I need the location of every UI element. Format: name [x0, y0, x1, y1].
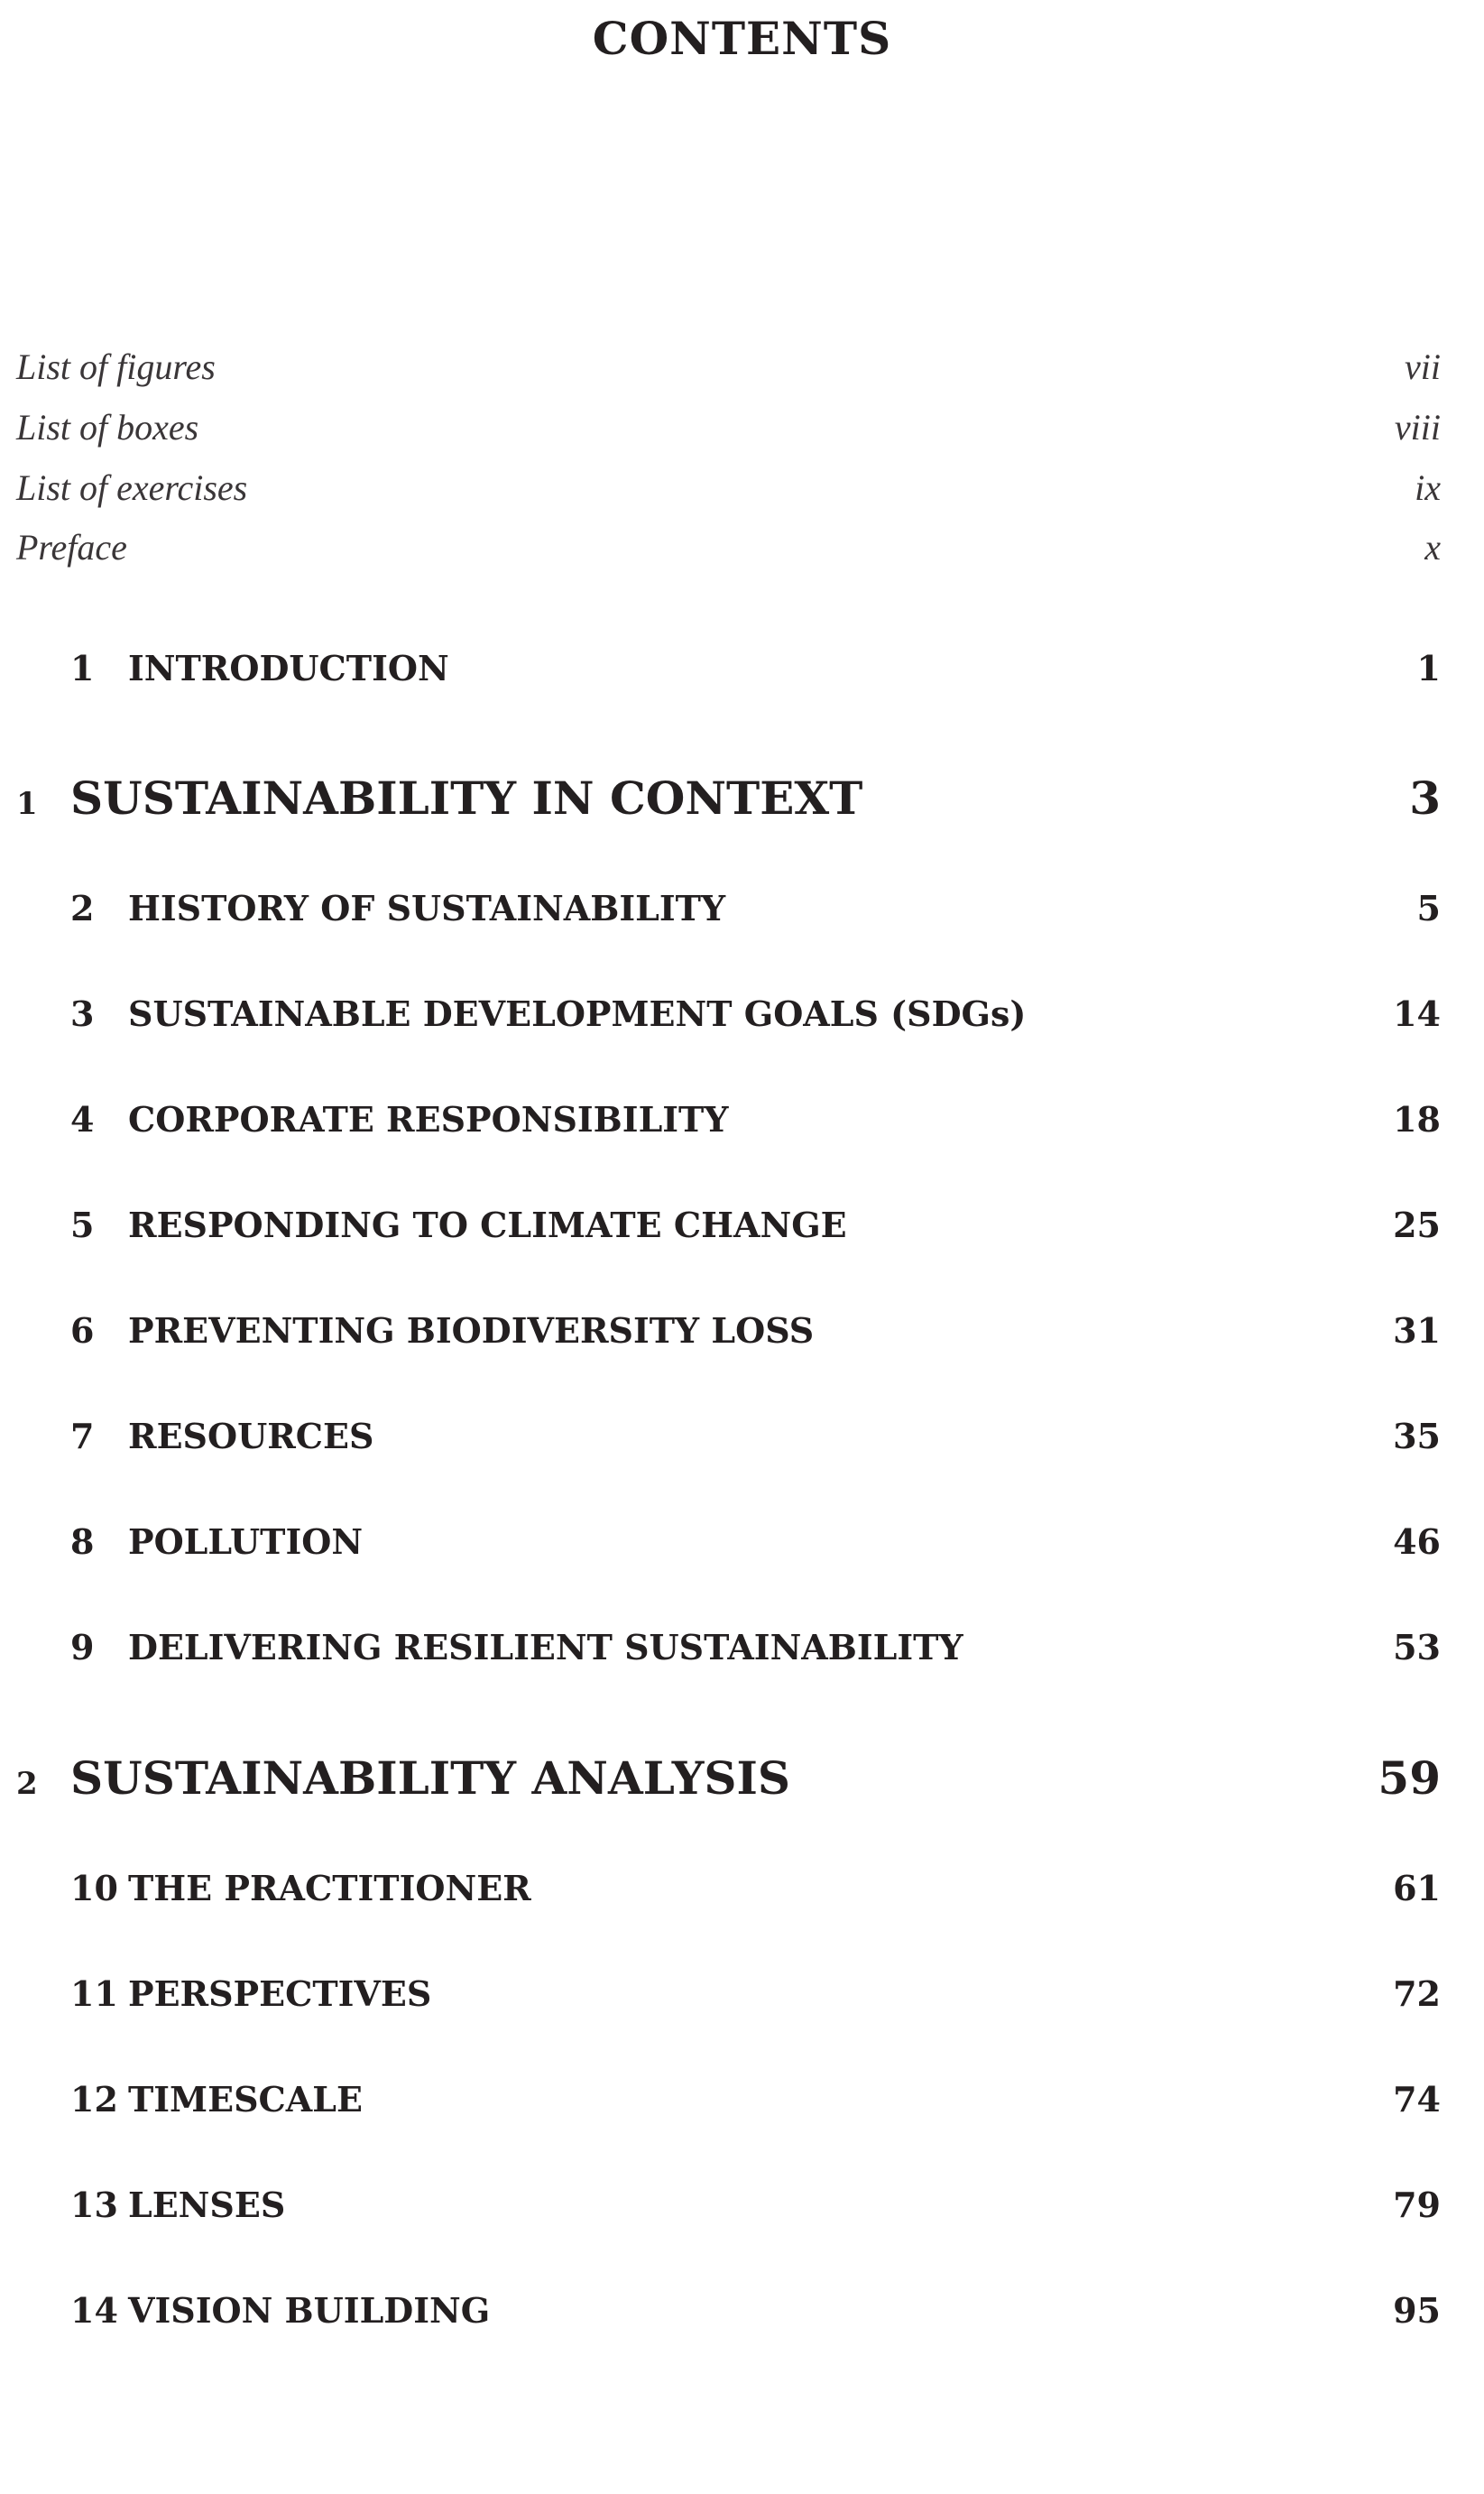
part-page: 59 — [1378, 1751, 1441, 1805]
toc-entry-page: viii — [1394, 407, 1441, 448]
chapter-number: 8 — [70, 1521, 95, 1562]
toc-entry-preface[interactable] — [16, 525, 1441, 570]
chapter-page: 31 — [1393, 1310, 1441, 1351]
toc-chapter-9[interactable] — [16, 1625, 1441, 1670]
chapter-number: 13 — [70, 2185, 118, 2225]
chapter-page: 61 — [1393, 1868, 1441, 1908]
toc-chapter-8[interactable] — [16, 1519, 1441, 1565]
chapter-number: 3 — [70, 993, 95, 1034]
part-title: SUSTAINABILITY ANALYSIS — [70, 1751, 791, 1805]
chapter-page: 79 — [1393, 2185, 1441, 2225]
toc-part-2[interactable] — [16, 1749, 1441, 1814]
chapter-page: 1 — [1416, 648, 1441, 688]
toc-chapter-13[interactable] — [16, 2183, 1441, 2228]
toc-chapter-2[interactable] — [16, 886, 1441, 931]
chapter-page: 25 — [1393, 1205, 1441, 1245]
toc-entry-page: vii — [1405, 346, 1441, 387]
chapter-title: SUSTAINABLE DEVELOPMENT GOALS (SDGs) — [128, 993, 1027, 1034]
toc-entry-label: List of exercises — [16, 467, 248, 508]
chapter-number: 9 — [70, 1627, 95, 1667]
toc-entry-list-of-figures[interactable] — [16, 345, 1441, 390]
chapter-title: RESPONDING TO CLIMATE CHANGE — [128, 1205, 847, 1245]
toc-entry-list-of-boxes[interactable] — [16, 405, 1441, 450]
part-number: 1 — [16, 786, 38, 822]
chapter-number: 10 — [70, 1868, 118, 1908]
toc-entry-label: List of boxes — [16, 407, 199, 448]
chapter-title: PREVENTING BIODIVERSITY LOSS — [128, 1310, 815, 1351]
toc-entry-list-of-exercises[interactable] — [16, 466, 1441, 511]
toc-entry-label: List of figures — [16, 346, 216, 387]
chapter-title: TIMESCALE — [128, 2079, 363, 2120]
chapter-page: 53 — [1393, 1627, 1441, 1667]
chapter-page: 46 — [1393, 1521, 1441, 1562]
chapter-page: 5 — [1416, 888, 1441, 928]
toc-entry-page: ix — [1415, 467, 1441, 508]
toc-chapter-introduction[interactable] — [16, 646, 1441, 691]
toc-chapter-7[interactable] — [16, 1414, 1441, 1459]
part-page: 3 — [1409, 771, 1441, 825]
chapter-number: 11 — [70, 1973, 118, 2014]
chapter-page: 35 — [1393, 1416, 1441, 1456]
toc-chapter-10[interactable] — [16, 1866, 1441, 1911]
toc-entry-label: Preface — [16, 527, 127, 568]
chapter-title: VISION BUILDING — [128, 2290, 491, 2331]
chapter-title: DELIVERING RESILIENT SUSTAINABILITY — [128, 1627, 963, 1667]
chapter-number: 5 — [70, 1205, 95, 1245]
part-number: 2 — [16, 1766, 38, 1802]
toc-part-1[interactable] — [16, 769, 1441, 834]
chapter-number: 12 — [70, 2079, 118, 2120]
chapter-title: THE PRACTITIONER — [128, 1868, 531, 1908]
chapter-title: CORPORATE RESPONSIBILITY — [128, 1099, 729, 1140]
chapter-number: 7 — [70, 1416, 95, 1456]
chapter-title: INTRODUCTION — [128, 648, 449, 688]
chapter-title: HISTORY OF SUSTAINABILITY — [128, 888, 726, 928]
toc-chapter-12[interactable] — [16, 2077, 1441, 2122]
chapter-title: POLLUTION — [128, 1521, 364, 1562]
chapter-page: 74 — [1393, 2079, 1441, 2120]
chapter-page: 14 — [1393, 993, 1441, 1034]
toc-chapter-6[interactable] — [16, 1308, 1441, 1353]
chapter-title: RESOURCES — [128, 1416, 374, 1456]
toc-chapter-3[interactable] — [16, 992, 1441, 1037]
chapter-page: 18 — [1393, 1099, 1441, 1140]
chapter-title: PERSPECTIVES — [128, 1973, 432, 2014]
page-title: CONTENTS — [592, 12, 892, 65]
toc-entry-page: x — [1424, 527, 1441, 568]
chapter-number: 4 — [70, 1099, 95, 1140]
chapter-number: 2 — [70, 888, 95, 928]
chapter-number: 6 — [70, 1310, 95, 1351]
toc-chapter-11[interactable] — [16, 1972, 1441, 2017]
chapter-page: 72 — [1393, 1973, 1441, 2014]
toc-chapter-4[interactable] — [16, 1097, 1441, 1142]
chapter-number: 14 — [70, 2290, 118, 2331]
chapter-title: LENSES — [128, 2185, 286, 2225]
chapter-page: 95 — [1393, 2290, 1441, 2331]
toc-chapter-14[interactable] — [16, 2288, 1441, 2333]
part-title: SUSTAINABILITY IN CONTEXT — [70, 771, 863, 825]
toc-chapter-5[interactable] — [16, 1203, 1441, 1248]
chapter-number: 1 — [70, 648, 95, 688]
